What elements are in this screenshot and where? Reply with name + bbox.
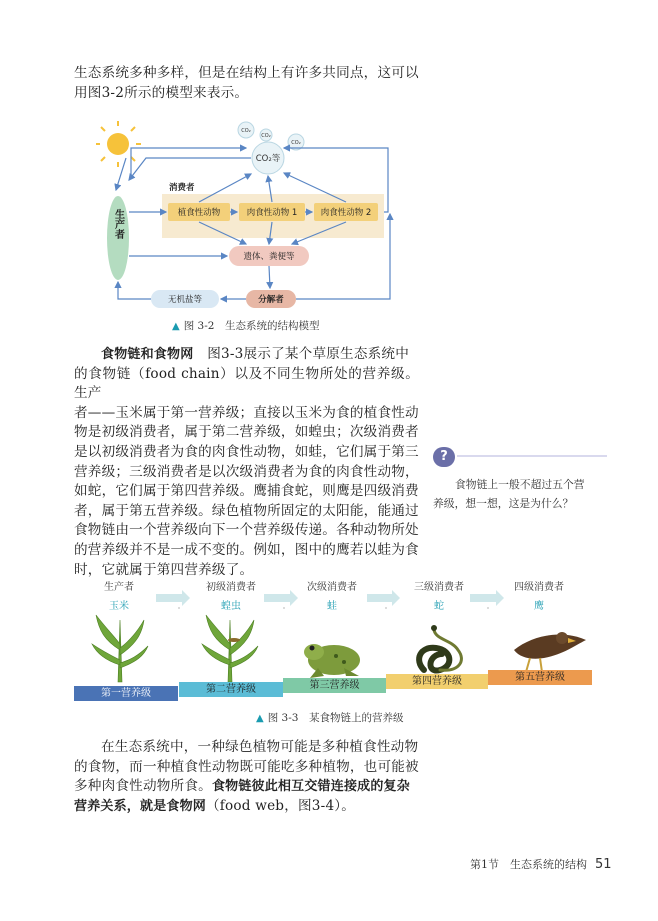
section-line-6: 营养级；三级消费者是以次级消费者为食的肉食性动物， [74,463,419,480]
food-chain-figure [74,575,604,700]
chain-arrow-icon-4 [470,590,504,606]
chain-arrows [74,589,604,609]
caption-triangle-icon-2: ▲ [256,713,264,724]
question-divider [457,455,607,457]
page-number: 51 [595,857,612,872]
closing-line-3: 多种肉食性动物所食。食物链彼此相互交错连接成的复杂 [74,778,410,795]
section-line-4: 物是初级消费者，属于第二营养级，如蝗虫；次级消费者 [74,424,419,441]
section-heading: 食物链和食物网 [101,347,194,362]
figure-3-3-caption: ▲ 图 3-3 某食物链上的营养级 [256,712,404,724]
level-bar-5: 第五营养级 [488,670,592,685]
co2-small-label-1: CO₂ [241,128,251,134]
food-web-paragraph [74,738,419,816]
snake-icon [419,625,461,671]
caption-triangle-icon: ▲ [172,321,180,332]
co2-small-label-3: CO₂ [291,140,301,146]
section-line-7: 如蛇，它们属于第四营养级。鹰捕食蛇，则鹰是四级消费 [74,483,419,500]
chain-head-2: 初级消费者 蝗虫 [206,582,256,612]
chain-head-5: 四级消费者 鹰 [514,582,564,612]
section-line-2: 的食物链（food chain）以及不同生物所处的营养级。生产 [74,365,419,402]
section-line-9: 食物链由一个营养级向下一个营养级传递。各种动物所处 [74,522,419,539]
carnivore2-label: 肉食性动物 2 [320,208,372,218]
section-line-10: 的营养级并不是一成不变的。例如，图中的鹰若以蛙为食 [74,541,419,558]
consumer-label: 消费者 [169,183,195,193]
herbivore-label: 植食性动物 [177,208,221,218]
chain-head-3: 次级消费者 蛙 [307,582,357,612]
level-bar-3: 第三营养级 [283,678,386,693]
section-line-8: 者，属于第五营养级。绿色植物所固定的太阳能，能通过 [74,502,419,519]
chain-arrow-icon-2 [264,590,298,606]
section-line-5: 是以初级消费者为食的肉食性动物，如蛙，它们属于第三 [74,443,419,460]
level-bar-2: 第二营养级 [179,682,283,697]
food-chain-paragraph [74,345,419,580]
chain-head-4: 三级消费者 蛇 [414,582,464,612]
co2-small-label-2: CO₂ [261,133,271,139]
question-icon: ? [433,447,455,467]
chain-arrow-icon-3 [367,590,400,606]
page-footer [470,856,612,872]
producer-label: 生产者 [112,209,124,239]
question-line-2: 养级，想一想，这是为什么？ [433,497,574,510]
co2-main-label: CO₂等 [255,154,281,164]
closing-line-2: 的食物，而一种植食性动物既可能吃多种植物，也可能被 [74,758,419,775]
carnivore1-label: 肉食性动物 1 [246,208,298,218]
eagle-icon [514,632,586,672]
intro-paragraph [74,64,419,103]
section-line-11: 时，它就属于第四营养级了。 [74,561,254,578]
corn-icon [92,615,148,682]
chain-head-1: 生产者 玉米 [104,582,134,612]
figure-3-2-caption: ▲ 图 3-2 生态系统的结构模型 [172,320,320,332]
chain-arrow-icon-1 [156,590,190,606]
section-first-line: 食物链和食物网 图3-3展示了某个草原生态系统中 [101,346,410,362]
closing-line-4: 营养关系，就是食物网（food web，图3-4）。 [74,797,356,814]
level-bar-4: 第四营养级 [386,674,488,689]
footer-section: 第1节 生态系统的结构 [470,858,587,871]
remains-label: 遗体、粪便等 [243,252,295,262]
intro-line-1: 生态系统多种多样，但是在结构上有许多共同点，这可以 [74,65,419,81]
salts-label: 无机盐等 [167,295,203,305]
decomposer-label: 分解者 [258,295,284,305]
frog-icon [304,644,360,678]
section-line-3: 者——玉米属于第一营养级；直接以玉米为食的植食性动 [74,404,419,421]
question-text [433,475,611,513]
closing-line-1: 在生态系统中，一种绿色植物可能是多种植食性动物 [101,739,419,755]
level-bar-1: 第一营养级 [74,686,178,701]
ecosystem-structure-diagram [96,118,396,318]
question-line-1: 食物链上一般不超过五个营 [455,478,585,491]
corn-with-grasshopper-icon [202,615,258,682]
intro-line-2: 用图3-2所示的模型来表示。 [74,84,249,101]
sun-icon [96,121,141,167]
